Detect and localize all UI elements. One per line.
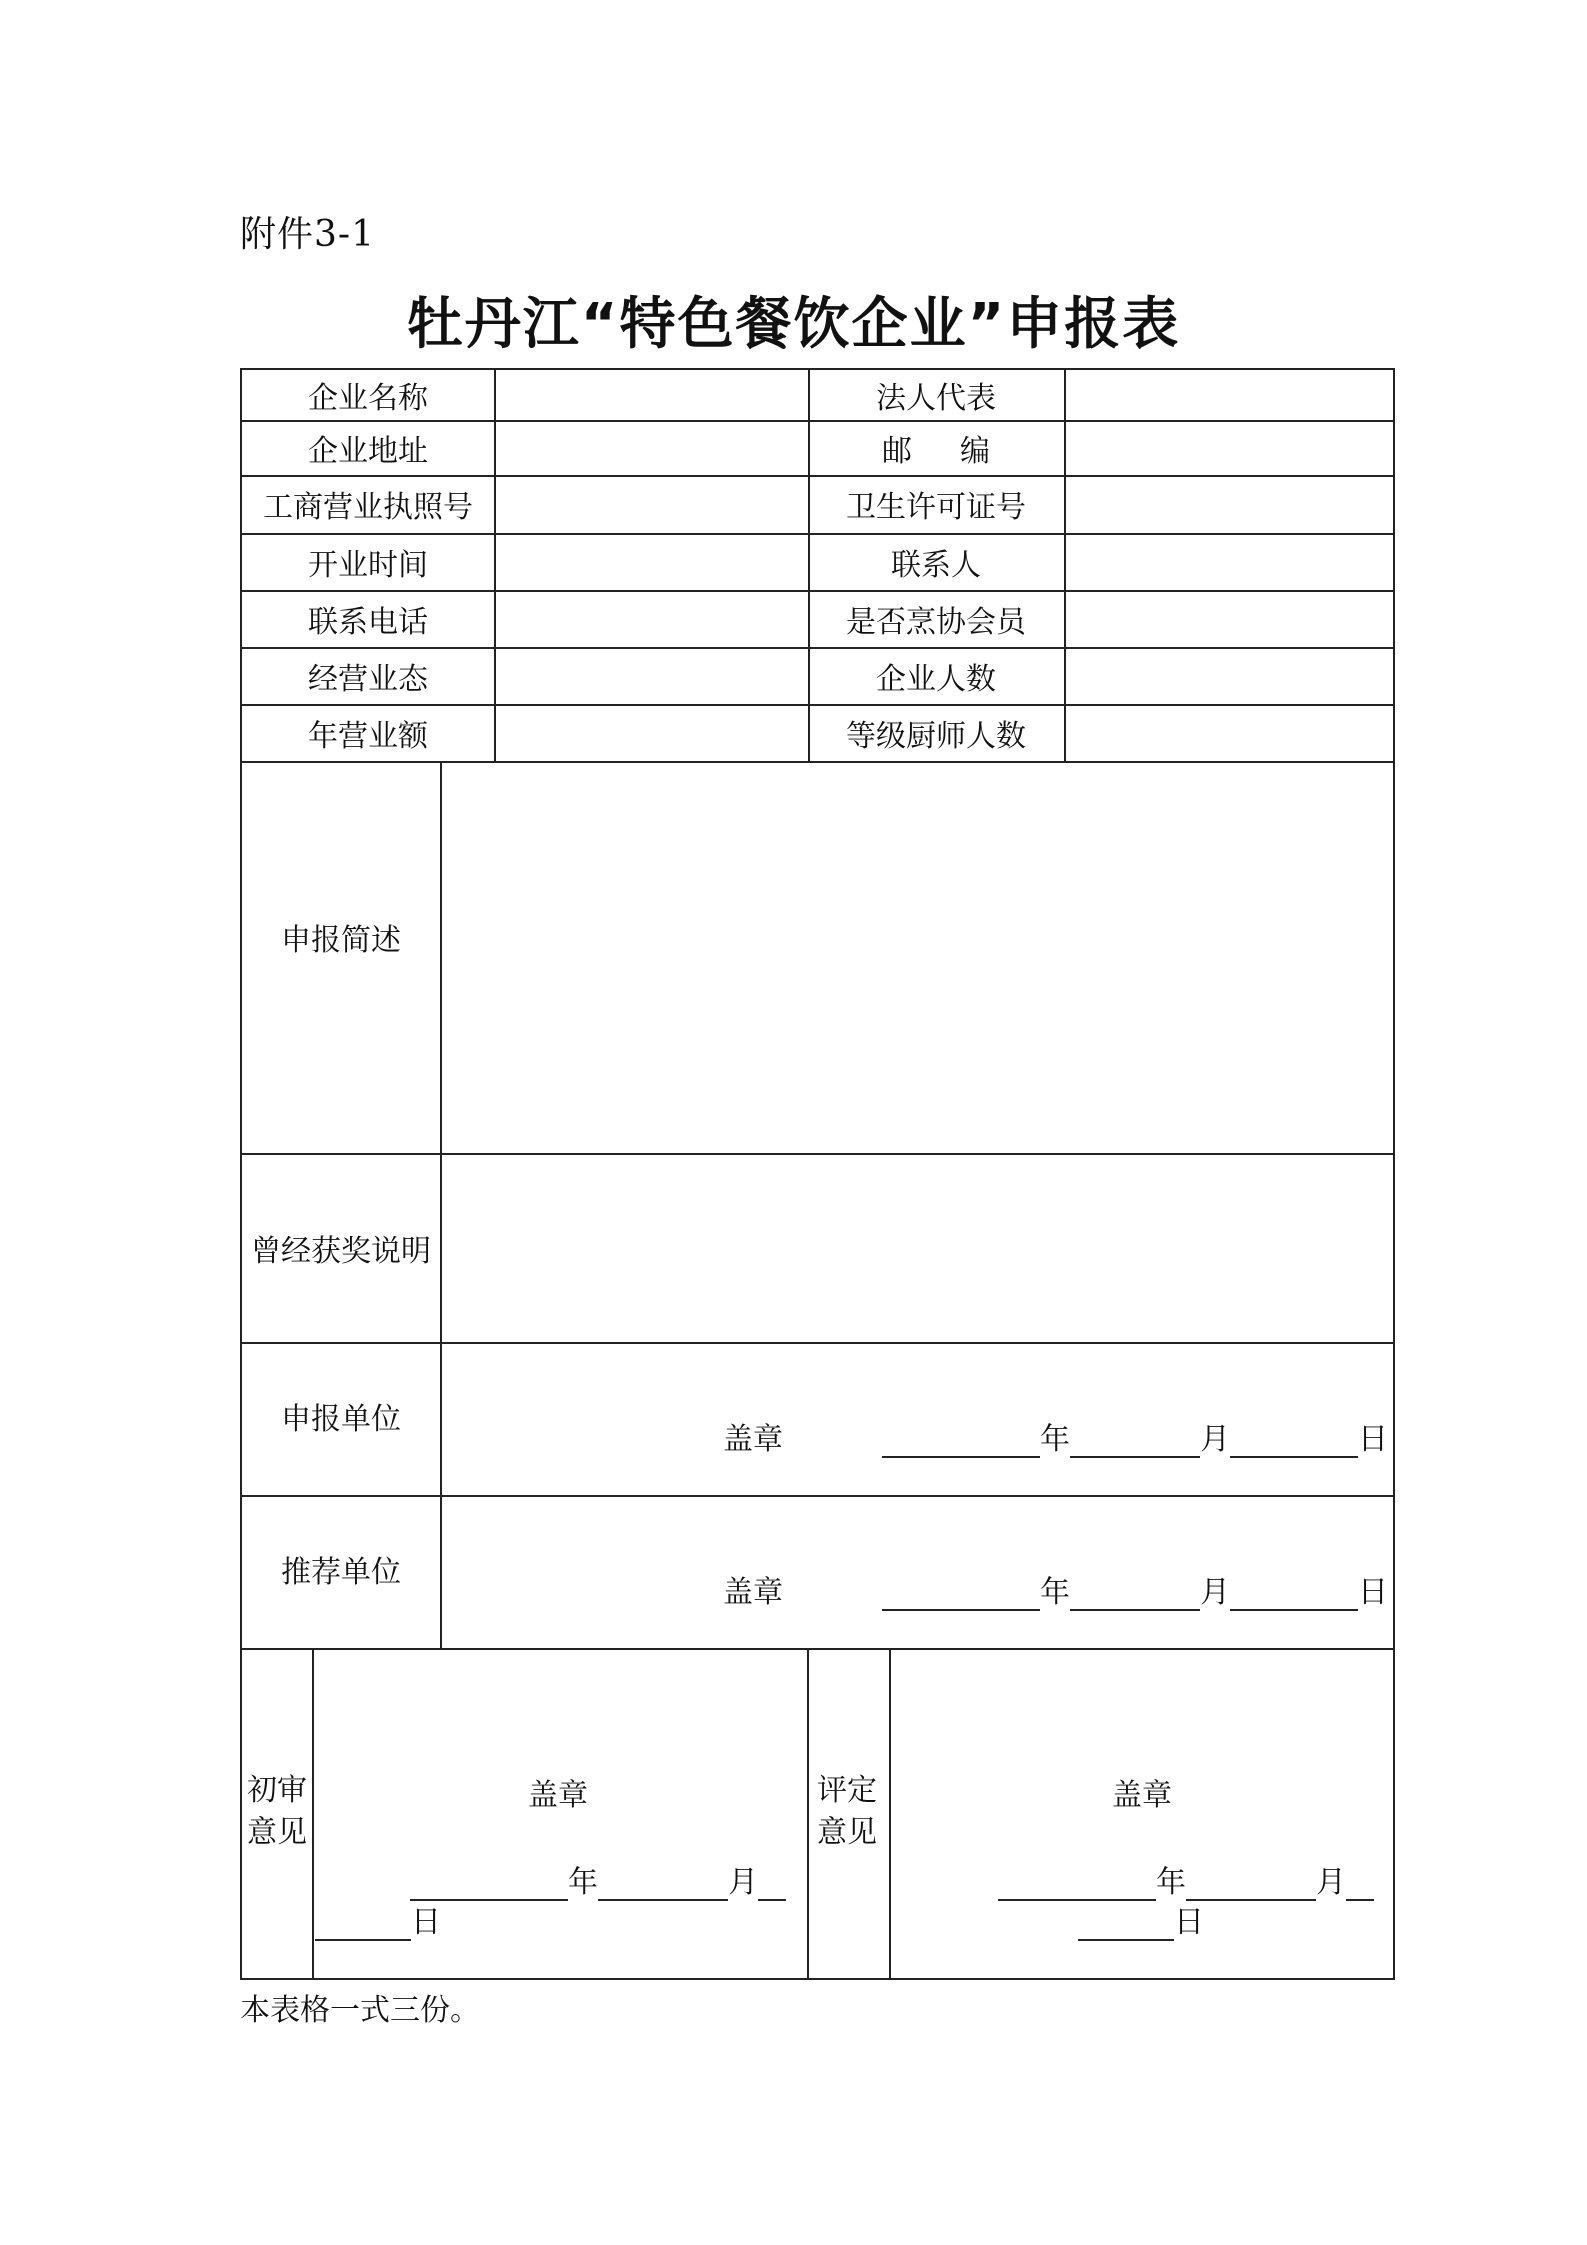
label-company-name: 企业名称 [308,381,428,416]
day-label: 日 [1358,1422,1388,1457]
recommender-day-blank[interactable] [1230,1579,1358,1611]
input-contact-phone[interactable] [495,590,807,647]
label-business-format: 经营业态 [308,661,428,697]
label-annual-revenue: 年营业额 [308,718,428,754]
month-label: 月 [1316,1865,1346,1900]
day-label: 日 [411,1905,441,1940]
recommender-year-blank[interactable] [882,1579,1040,1611]
label-employee-count: 企业人数 [876,661,996,697]
application-form-table [240,368,1395,1980]
label-health-permit-number: 卫生许可证号 [846,490,1026,525]
label-line: 意见 [817,1815,877,1850]
year-label: 年 [568,1865,598,1900]
input-health-permit-number[interactable] [1065,475,1395,533]
label-line: 意见 [247,1815,307,1850]
month-label: 月 [1200,1575,1230,1610]
input-certified-chef-count[interactable] [1065,704,1395,761]
applicant-seal-label: 盖章 [723,1422,783,1457]
evaluation-day-line[interactable] [1078,1897,1204,1941]
label-preliminary-review [247,1770,307,1854]
label-application-summary: 申报简述 [281,923,401,958]
label-postcode: 邮编 [882,433,1038,469]
label-opening-date: 开业时间 [308,547,428,583]
evaluation-date-line[interactable] [998,1857,1374,1901]
input-employee-count[interactable] [1065,647,1395,704]
label-line: 初审 [247,1773,307,1808]
day-label: 日 [1358,1575,1388,1610]
evaluation-seal-label: 盖章 [1112,1778,1172,1813]
input-company-address[interactable] [495,420,807,475]
day-label: 日 [1174,1905,1204,1940]
label-business-license-number: 工商营业执照号 [263,490,473,525]
recommender-seal-label: 盖章 [723,1575,783,1610]
input-contact-person[interactable] [1065,533,1395,590]
label-certified-chef-count: 等级厨师人数 [846,718,1026,754]
preliminary-day-blank[interactable] [315,1909,411,1941]
recommender-date-line[interactable] [882,1567,1388,1611]
input-annual-revenue[interactable] [495,704,807,761]
input-business-license-number[interactable] [495,475,807,533]
label-line: 评定 [817,1773,877,1808]
input-postcode[interactable] [1065,420,1395,475]
row-divider [242,1648,1395,1650]
evaluation-day-blank[interactable] [1078,1909,1174,1941]
column-divider [312,1648,314,1980]
preliminary-date-line[interactable] [410,1857,786,1901]
input-application-summary[interactable] [441,761,1395,1153]
label-cuisine-association-member: 是否烹协会员 [846,604,1026,640]
month-label: 月 [728,1865,758,1900]
recommender-month-blank[interactable] [1070,1579,1200,1611]
attachment-number: 附件3-1 [240,214,375,255]
label-company-address: 企业地址 [308,433,428,469]
label-past-awards: 曾经获奖说明 [251,1233,431,1269]
year-label: 年 [1156,1865,1186,1900]
applicant-date-line[interactable] [882,1414,1388,1458]
applicant-month-blank[interactable] [1070,1426,1200,1458]
year-label: 年 [1040,1575,1070,1610]
evaluation-month-blank[interactable] [1186,1869,1316,1901]
label-contact-person: 联系人 [891,547,981,583]
input-opening-date[interactable] [495,533,807,590]
month-label: 月 [1200,1422,1230,1457]
input-past-awards[interactable] [441,1153,1395,1342]
applicant-year-blank[interactable] [882,1426,1040,1458]
label-evaluation-opinion [817,1770,877,1854]
preliminary-seal-label: 盖章 [528,1778,588,1813]
column-divider [807,1648,809,1980]
preliminary-month-tail [758,1869,786,1901]
column-divider [889,1648,891,1980]
label-legal-representative: 法人代表 [876,381,996,416]
form-title: 牡丹江“特色餐饮企业”申报表 [406,292,1181,357]
preliminary-month-blank[interactable] [598,1869,728,1901]
preliminary-day-line[interactable] [315,1897,441,1941]
footer-note: 本表格一式三份。 [240,1993,480,2028]
label-contact-phone: 联系电话 [308,604,428,640]
evaluation-month-tail [1346,1869,1374,1901]
input-legal-representative[interactable] [1065,370,1395,420]
input-business-format[interactable] [495,647,807,704]
input-cuisine-association-member[interactable] [1065,590,1395,647]
year-label: 年 [1040,1422,1070,1457]
applicant-day-blank[interactable] [1230,1426,1358,1458]
label-applicant-unit: 申报单位 [281,1402,401,1437]
input-company-name[interactable] [495,370,807,420]
label-recommending-unit: 推荐单位 [281,1555,401,1590]
